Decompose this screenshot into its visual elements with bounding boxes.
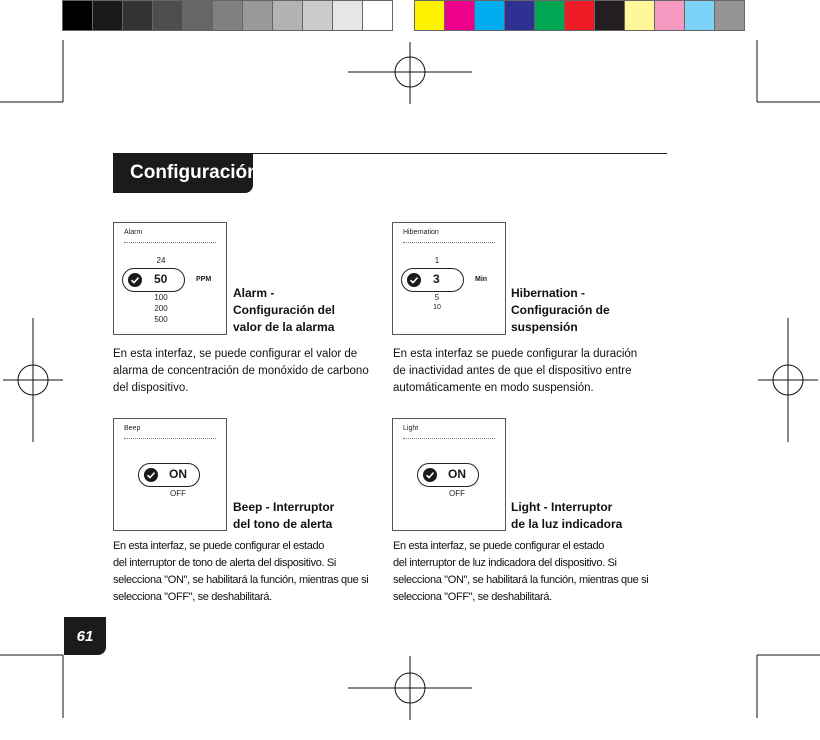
- light-selected-value: ON: [448, 467, 466, 481]
- beep-screen-title: Beep: [124, 425, 141, 432]
- check-icon: [407, 273, 421, 287]
- hibernation-screen: [392, 222, 506, 335]
- check-icon: [144, 468, 158, 482]
- beep-caption: Beep - Interruptor del tono de alerta: [233, 500, 335, 531]
- page-number: 61: [64, 617, 106, 655]
- hibernation-caption: Hibernation - Configuración de suspensión: [511, 286, 610, 334]
- alarm-option-below-1: 100: [154, 293, 168, 302]
- divider: [124, 438, 216, 439]
- alarm-selected-pill: [122, 268, 185, 292]
- alarm-selected-value: 50: [154, 272, 168, 286]
- beep-selected-pill: [138, 463, 200, 487]
- section-header: [113, 153, 667, 193]
- hibernation-description: En esta interfaz se puede configurar la duración de inactividad antes de que el dispositivo entre automáticamente en modo suspensión.: [393, 348, 638, 394]
- beep-description: En esta interfaz, se puede configurar el estado del interruptor de tono de alerta del dispositivo. Si selecciona "ON", se habilitará la función, mientras que si selecciona "OFF", se deshabilitará.: [113, 540, 369, 603]
- alarm-option-below-2: 200: [154, 304, 168, 313]
- alarm-option-below-3: 500: [154, 315, 168, 324]
- light-selected-pill: [417, 463, 479, 487]
- check-icon: [423, 468, 437, 482]
- registration-mark-left: [3, 318, 63, 442]
- registration-mark-bottom: [348, 656, 472, 720]
- alarm-caption: Alarm - Configuración del valor de la alarma: [233, 286, 335, 334]
- hibernation-option-below-1: 5: [434, 293, 440, 302]
- alarm-option-above: 24: [156, 256, 166, 265]
- beep-option-off: OFF: [170, 489, 186, 498]
- divider: [403, 242, 495, 243]
- light-option-off: OFF: [449, 489, 465, 498]
- registration-mark-right: [758, 318, 818, 442]
- alarm-description: En esta interfaz, se puede configurar el valor de alarma de concentración de monóxido de carbono del dispositivo.: [113, 348, 369, 394]
- beep-screen: [113, 418, 227, 531]
- alarm-unit: PPM: [196, 276, 212, 283]
- light-screen-title: Light: [403, 425, 419, 432]
- light-caption: Light - Interruptor de la luz indicadora: [511, 500, 623, 531]
- divider: [124, 242, 216, 243]
- alarm-screen-title: Alarm: [124, 229, 143, 236]
- hibernation-selected-value: 3: [433, 272, 440, 286]
- hibernation-unit: Min: [475, 276, 488, 283]
- hibernation-option-above: 1: [434, 256, 440, 265]
- registration-mark-top: [348, 42, 472, 104]
- hibernation-option-below-2: 10: [433, 304, 441, 311]
- section-rule: [243, 153, 667, 154]
- divider: [403, 438, 495, 439]
- section-title: Configuración: [113, 153, 253, 193]
- light-screen: [392, 418, 506, 531]
- check-icon: [128, 273, 142, 287]
- beep-selected-value: ON: [169, 467, 187, 481]
- light-description: En esta interfaz, se puede configurar el estado del interruptor de luz indicadora del dispositivo. Si selecciona "ON", se habilitará la función, mientras que si selecciona "OFF", se deshabilitará.: [393, 540, 649, 603]
- alarm-screen: [113, 222, 227, 335]
- hibernation-selected-pill: [401, 268, 464, 292]
- hibernation-screen-title: Hibernation: [403, 229, 439, 236]
